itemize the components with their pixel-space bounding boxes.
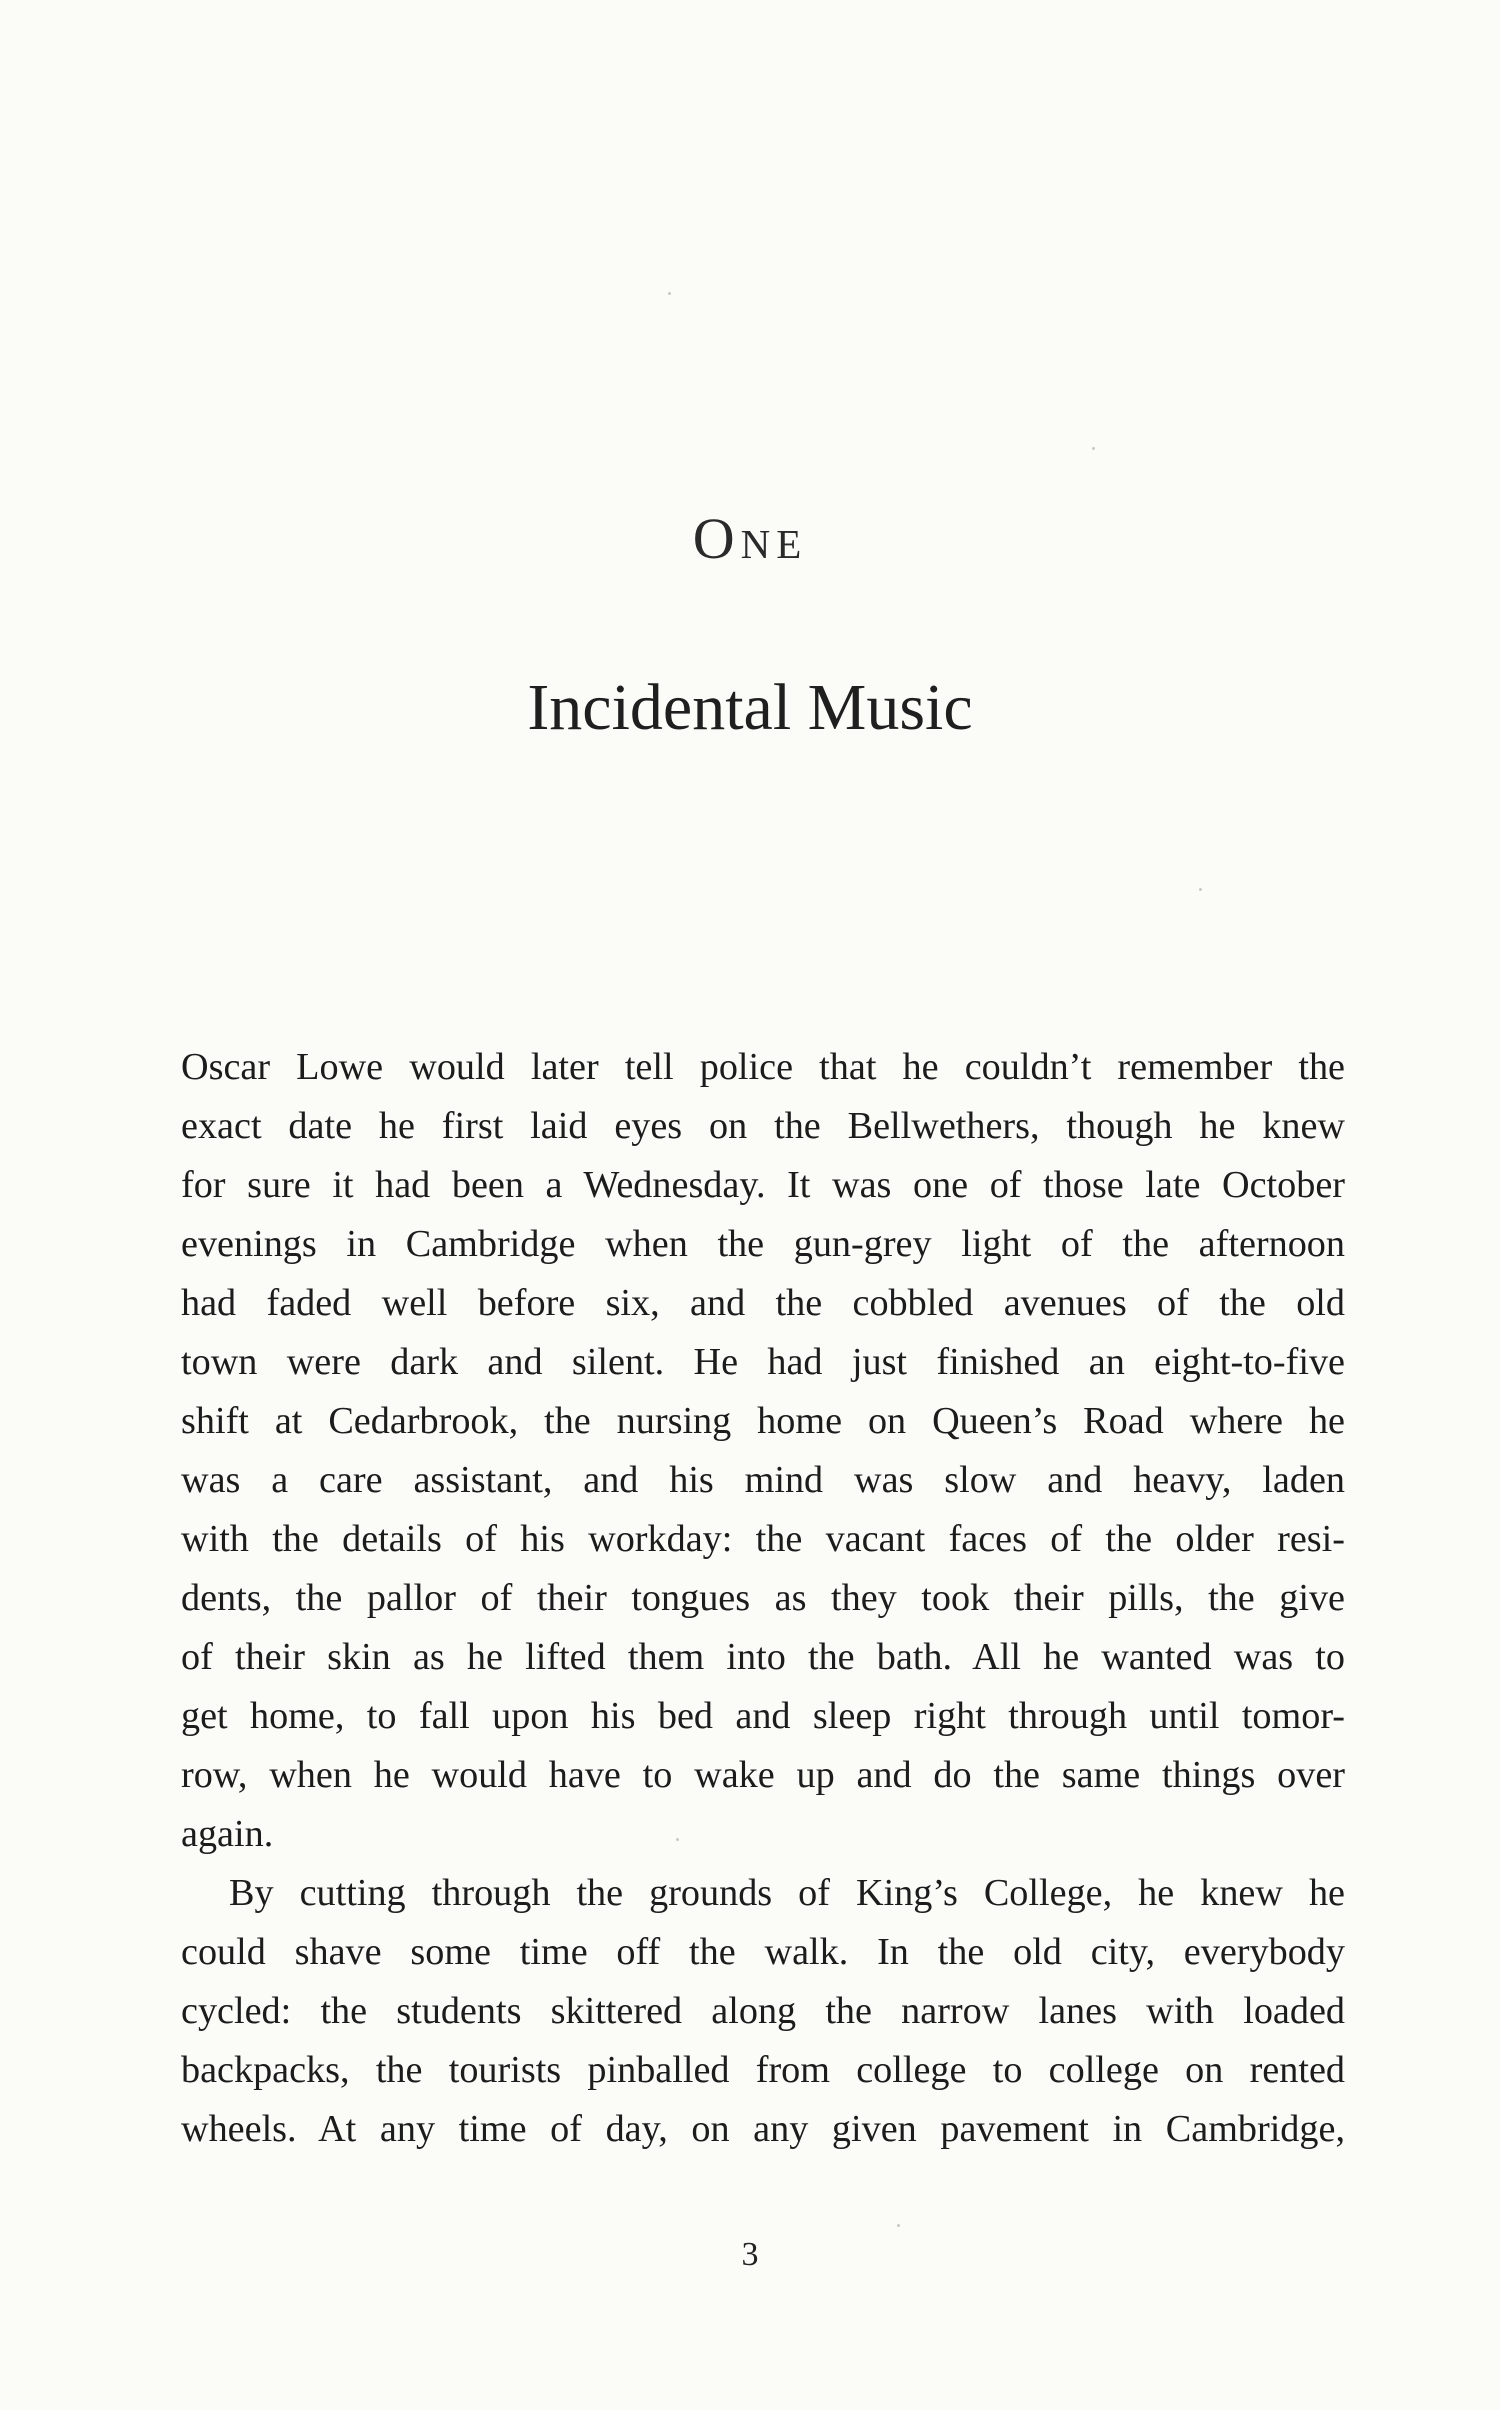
chapter-title: Incidental Music <box>527 671 973 744</box>
text-line: had faded well before six, and the cobbled avenues of the old <box>181 1282 1345 1324</box>
paper-speck <box>1092 447 1095 450</box>
paper-speck <box>668 292 671 295</box>
text-line: Oscar Lowe would later tell police that he couldn’t remember the <box>181 1046 1345 1088</box>
text-line: shift at Cedarbrook, the nursing home on Queen’s Road where he <box>181 1400 1345 1442</box>
page-number: 3 <box>741 2236 759 2273</box>
text-line: was a care assistant, and his mind was slow and heavy, laden <box>181 1459 1345 1501</box>
text-line: wheels. At any time of day, on any given pavement in Cambridge, <box>181 2108 1345 2150</box>
text-line: backpacks, the tourists pinballed from college to college on rented <box>181 2049 1345 2091</box>
paper-speck <box>897 2224 900 2227</box>
body-text <box>181 1038 1345 2159</box>
text-line: could shave some time off the walk. In the old city, everybody <box>181 1931 1345 1973</box>
text-line: with the details of his workday: the vacant faces of the older resi- <box>181 1518 1345 1560</box>
chapter-number: One <box>692 506 808 571</box>
text-line: row, when he would have to wake up and do the same things over <box>181 1754 1345 1796</box>
text-line: By cutting through the grounds of King’s College, he knew he <box>229 1872 1345 1914</box>
text-line: get home, to fall upon his bed and sleep right through until tomor- <box>181 1695 1345 1737</box>
text-line: again. <box>181 1813 274 1855</box>
text-line: exact date he first laid eyes on the Bellwethers, though he knew <box>181 1105 1345 1147</box>
paper-speck <box>1199 888 1202 891</box>
text-line: for sure it had been a Wednesday. It was one of those late October <box>181 1164 1345 1206</box>
text-line: cycled: the students skittered along the narrow lanes with loaded <box>181 1990 1345 2032</box>
text-line: town were dark and silent. He had just finished an eight-to-five <box>181 1341 1345 1383</box>
text-line: of their skin as he lifted them into the bath. All he wanted was to <box>181 1636 1345 1678</box>
text-line: dents, the pallor of their tongues as they took their pills, the give <box>181 1577 1345 1619</box>
text-line: evenings in Cambridge when the gun-grey light of the afternoon <box>181 1223 1345 1265</box>
